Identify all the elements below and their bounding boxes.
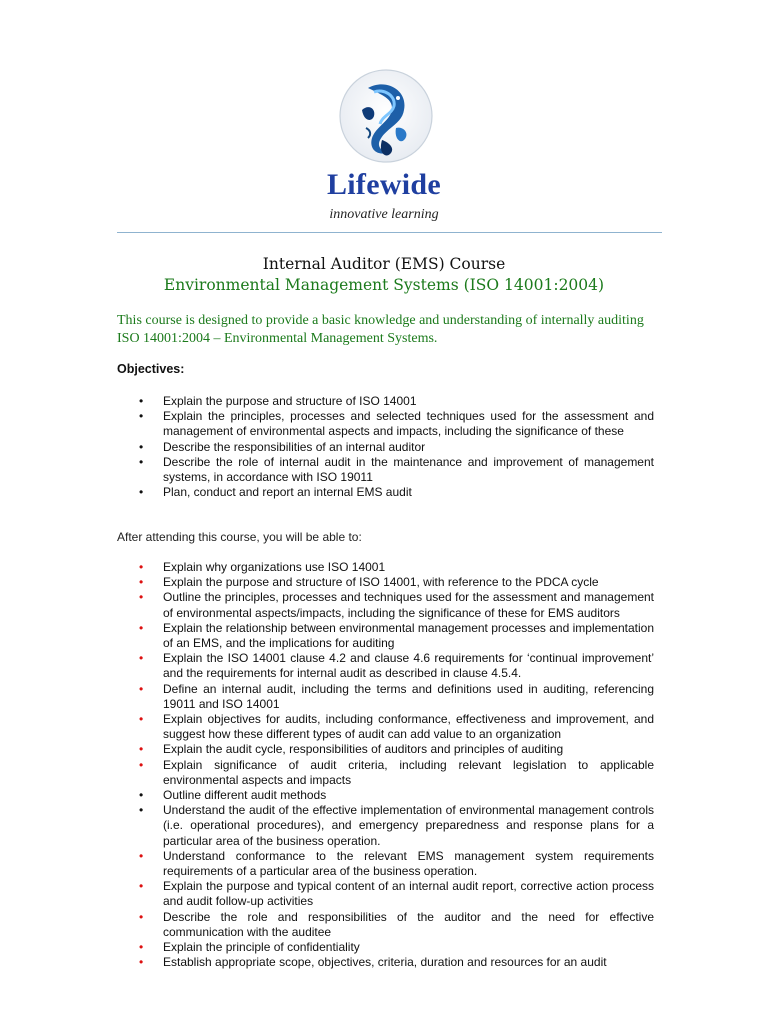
bullet-icon: • <box>139 848 144 863</box>
list-item <box>117 575 654 590</box>
list-item-text: Explain the audit cycle, responsibilities of auditors and principles of auditing <box>163 742 564 757</box>
list-item <box>117 742 654 757</box>
list-item-text: Explain significance of audit criteria, including relevant legislation to applicable environmental aspects and impacts <box>163 757 654 787</box>
list-item-text: Explain objectives for audits, including conformance, effectiveness and improvement, and suggest how these different types of audit can add value to an organization <box>163 712 654 742</box>
list-item-text: Explain the purpose and structure of ISO 14001 <box>163 394 417 408</box>
list-item <box>117 455 654 485</box>
header-divider <box>117 232 662 233</box>
bullet-icon: • <box>139 560 144 574</box>
bullet-icon: • <box>139 955 144 970</box>
list-item <box>117 803 654 849</box>
bullet-icon: • <box>139 454 144 469</box>
bullet-icon: • <box>139 681 144 696</box>
bullet-icon: • <box>139 620 144 635</box>
list-item <box>117 394 654 409</box>
bullet-icon: • <box>139 788 144 803</box>
list-item-text: Understand conformance to the relevant EMS management system requirements requirements of a particular area of the business operation. <box>163 848 654 879</box>
brand-name: Lifewide <box>326 168 442 201</box>
list-item-text: Understand the audit of the effective implementation of environmental management controls (i.e. operational procedures), and emergency preparedness and response plans for a particular area of the business operation. <box>163 803 654 848</box>
list-item-text: Outline different audit methods <box>163 788 327 803</box>
list-item <box>117 651 654 681</box>
bullet-icon: • <box>139 590 144 605</box>
list-item-text: Define an internal audit, including the terms and definitions used in auditing, referencing 19011 and ISO 14001 <box>163 681 654 711</box>
bullet-icon: • <box>139 575 144 590</box>
list-item-text: Plan, conduct and report an internal EMS audit <box>163 485 412 500</box>
list-item-text: Describe the role and responsibilities of the auditor and the need for effective communication with the auditee <box>163 909 654 939</box>
course-intro: This course is designed to provide a basic knowledge and understanding of internally auditing ISO 14001:2004 – Environmental Management Systems. <box>117 313 644 346</box>
bullet-icon: • <box>139 485 144 500</box>
list-item-text: Explain the purpose and typical content of an internal audit report, corrective action process and audit follow-up activities <box>163 879 654 909</box>
list-item-text: Outline the principles, processes and techniques used for the assessment and management of environmental aspects/impacts, including the significance of these for EMS auditors <box>163 590 654 620</box>
list-item <box>117 621 654 651</box>
outcomes-list <box>117 560 654 970</box>
list-item <box>117 485 654 500</box>
bullet-icon: • <box>139 394 144 408</box>
list-item <box>117 849 654 879</box>
bullet-icon: • <box>139 439 144 454</box>
list-item <box>117 682 654 712</box>
list-item-text: Explain why organizations use ISO 14001 <box>163 560 386 574</box>
bullet-icon: • <box>139 712 144 727</box>
list-item <box>117 440 654 455</box>
course-subtitle: Environmental Management Systems (ISO 14001:2004) <box>163 276 605 294</box>
list-item <box>117 788 654 803</box>
list-item <box>117 910 654 940</box>
bullet-icon: • <box>139 909 144 924</box>
bullet-icon: • <box>139 940 144 955</box>
list-item <box>117 879 654 909</box>
list-item-text: Describe the responsibilities of an internal auditor <box>163 439 426 454</box>
list-item-text: Explain the purpose and structure of ISO 14001, with reference to the PDCA cycle <box>163 575 599 590</box>
outcomes-intro: After attending this course, you will be able to: <box>117 530 362 544</box>
brand-tagline: innovative learning <box>329 207 439 222</box>
bullet-icon: • <box>139 803 144 818</box>
objectives-list <box>117 394 654 500</box>
bullet-icon: • <box>139 651 144 666</box>
list-item-text: Describe the role of internal audit in the maintenance and improvement of management systems, in accordance with ISO 19011 <box>163 454 654 485</box>
bullet-icon: • <box>139 742 144 757</box>
koi-fish-logo <box>338 68 434 164</box>
bullet-icon: • <box>139 879 144 894</box>
list-item <box>117 758 654 788</box>
list-item-text: Explain the principles, processes and selected techniques used for the assessment and management of environmental aspects and impacts, including the significance of these <box>163 409 654 439</box>
list-item-text: Explain the principle of confidentiality <box>163 940 360 955</box>
bullet-icon: • <box>139 757 144 772</box>
list-item <box>117 560 654 575</box>
list-item-text: Explain the relationship between environmental management processes and implementation of an EMS, and the implications for auditing <box>163 620 654 651</box>
bullet-icon: • <box>139 409 144 424</box>
course-title: Internal Auditor (EMS) Course <box>262 255 506 273</box>
list-item <box>117 712 654 742</box>
list-item <box>117 409 654 439</box>
list-item <box>117 940 654 955</box>
objectives-heading: Objectives: <box>117 362 185 376</box>
list-item <box>117 955 654 970</box>
list-item-text: Explain the ISO 14001 clause 4.2 and clause 4.6 requirements for ‘continual improvement’ and the requirements for internal audit as described in clause 4.5.4. <box>163 651 654 681</box>
list-item-text: Establish appropriate scope, objectives, criteria, duration and resources for an audit <box>163 955 607 970</box>
list-item <box>117 590 654 620</box>
